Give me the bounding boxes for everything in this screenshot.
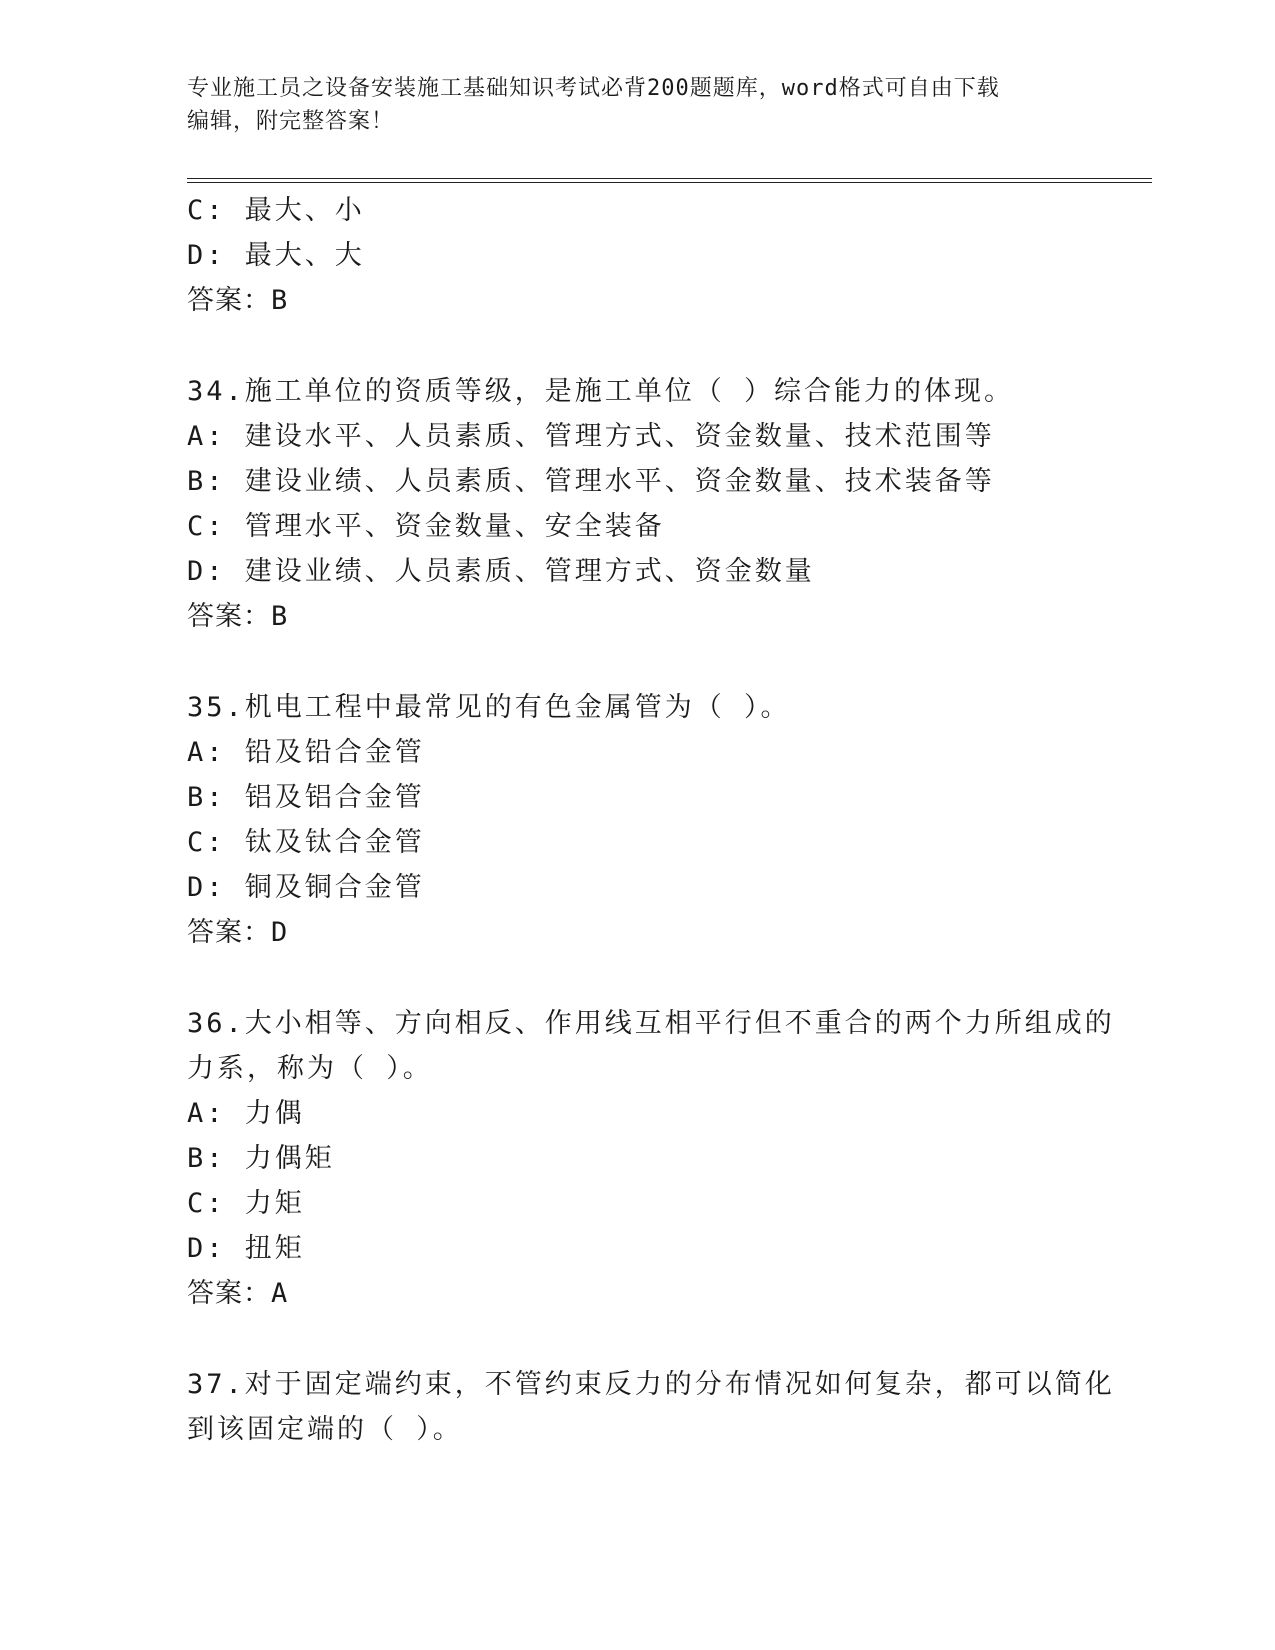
question-stem: 37.对于固定端约束，不管约束反力的分布情况如何复杂，都可以简化 — [187, 1369, 1115, 1400]
option-d: D: 铜及铜合金管 — [187, 872, 425, 903]
document-header — [187, 72, 1067, 138]
spacer — [187, 1316, 1087, 1362]
option-b: B: 力偶矩 — [187, 1143, 335, 1174]
question-block-36 — [187, 1001, 1115, 1316]
option-a: A: 建设水平、人员素质、管理方式、资金数量、技术范围等 — [187, 421, 995, 452]
question-stem-continued: 力系，称为（ ）。 — [187, 1053, 433, 1084]
option-c: C: 最大、小 — [187, 195, 365, 226]
option-a: A: 铅及铅合金管 — [187, 737, 425, 768]
question-stem-continued: 到该固定端的（ ）。 — [187, 1414, 463, 1445]
question-block-34 — [187, 369, 1087, 639]
option-c: C: 管理水平、资金数量、安全装备 — [187, 511, 665, 542]
header-divider-top — [187, 178, 1152, 179]
header-divider-bottom — [187, 182, 1152, 183]
question-list — [187, 188, 1115, 1452]
question-stem: 34.施工单位的资质等级，是施工单位（ ）综合能力的体现。 — [187, 376, 1015, 407]
option-d: D: 扭矩 — [187, 1233, 305, 1264]
option-d: D: 最大、大 — [187, 240, 365, 271]
option-d: D: 建设业绩、人员素质、管理方式、资金数量 — [187, 556, 815, 587]
option-c: C: 力矩 — [187, 1188, 305, 1219]
header-title-line-1: 专业施工员之设备安装施工基础知识考试必背200题题库，word格式可自由下载 — [187, 76, 1000, 101]
header-title-line-2: 编辑，附完整答案！ — [187, 109, 395, 134]
answer-line: 答案：B — [187, 601, 289, 632]
question-stem: 35.机电工程中最常见的有色金属管为（ ）。 — [187, 692, 791, 723]
option-a: A: 力偶 — [187, 1098, 305, 1129]
question-block-35 — [187, 685, 1087, 955]
answer-line: 答案：A — [187, 1278, 289, 1309]
spacer — [187, 639, 1087, 685]
answer-line: 答案：B — [187, 285, 289, 316]
question-stem: 36.大小相等、方向相反、作用线互相平行但不重合的两个力所组成的 — [187, 1008, 1115, 1039]
question-block-33 — [187, 188, 1087, 323]
answer-line: 答案：D — [187, 917, 289, 948]
question-block-37 — [187, 1362, 1115, 1452]
option-b: B: 铝及铝合金管 — [187, 782, 425, 813]
option-c: C: 钛及钛合金管 — [187, 827, 425, 858]
spacer — [187, 323, 1087, 369]
spacer — [187, 955, 1087, 1001]
option-b: B: 建设业绩、人员素质、管理水平、资金数量、技术装备等 — [187, 466, 995, 497]
